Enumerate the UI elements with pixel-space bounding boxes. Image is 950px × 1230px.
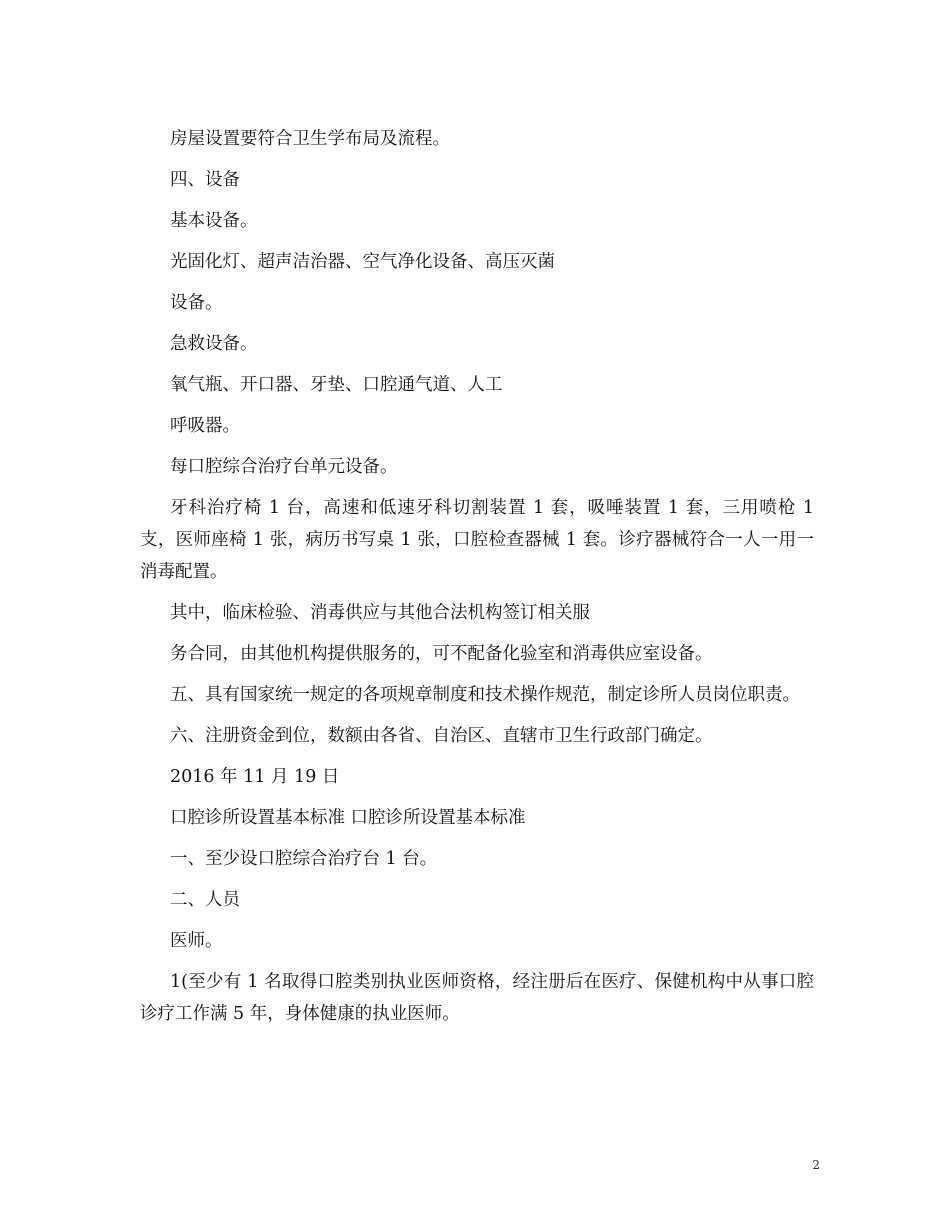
paragraph: 房屋设置要符合卫生学布局及流程。: [170, 129, 450, 149]
paragraph: 每口腔综合治疗台单元设备。: [170, 457, 398, 477]
paragraph: 六、注册资金到位，数额由各省、自治区、直辖市卫生行政部门确定。: [170, 726, 713, 746]
document-body: [140, 123, 814, 1039]
paragraph: 其中，临床检验、消毒供应与其他合法机构签订相关服: [170, 603, 590, 623]
paragraph: 务合同，由其他机构提供服务的，可不配备化验室和消毒供应室设备。: [170, 644, 713, 664]
paragraph: 医师。: [170, 931, 223, 951]
document-date: 2016 年 11 月 19 日: [170, 767, 340, 787]
paragraph: 一、至少设口腔综合治疗台 1 台。: [170, 849, 438, 869]
paragraph: 急救设备。: [170, 334, 258, 354]
paragraph: 设备。: [170, 293, 223, 313]
page-number: 2: [812, 1158, 820, 1172]
paragraph: 牙科治疗椅 1 台，高速和低速牙科切割装置 1 套，吸唾装置 1 套，三用喷枪 1 支，医师座椅 1 张，病历书写桌 1 张，口腔检查器械 1 套。诊疗器械符合一人一用一消毒配置。: [140, 498, 814, 582]
paragraph: 光固化灯、超声洁治器、空气净化设备、高压灭菌: [170, 252, 555, 272]
document-title: 口腔诊所设置基本标准 口腔诊所设置基本标准: [170, 808, 526, 828]
paragraph: 基本设备。: [170, 211, 258, 231]
section-heading: 四、设备: [170, 170, 240, 190]
paragraph: 呼吸器。: [170, 416, 240, 436]
paragraph: 氧气瓶、开口器、牙垫、口腔通气道、人工: [170, 375, 503, 395]
paragraph: 1(至少有 1 名取得口腔类别执业医师资格，经注册后在医疗、保健机构中从事口腔诊疗工作满 5 年，身体健康的执业医师。: [140, 972, 814, 1024]
paragraph: 五、具有国家统一规定的各项规章制度和技术操作规范，制定诊所人员岗位职责。: [170, 685, 800, 705]
section-heading: 二、人员: [170, 890, 240, 910]
